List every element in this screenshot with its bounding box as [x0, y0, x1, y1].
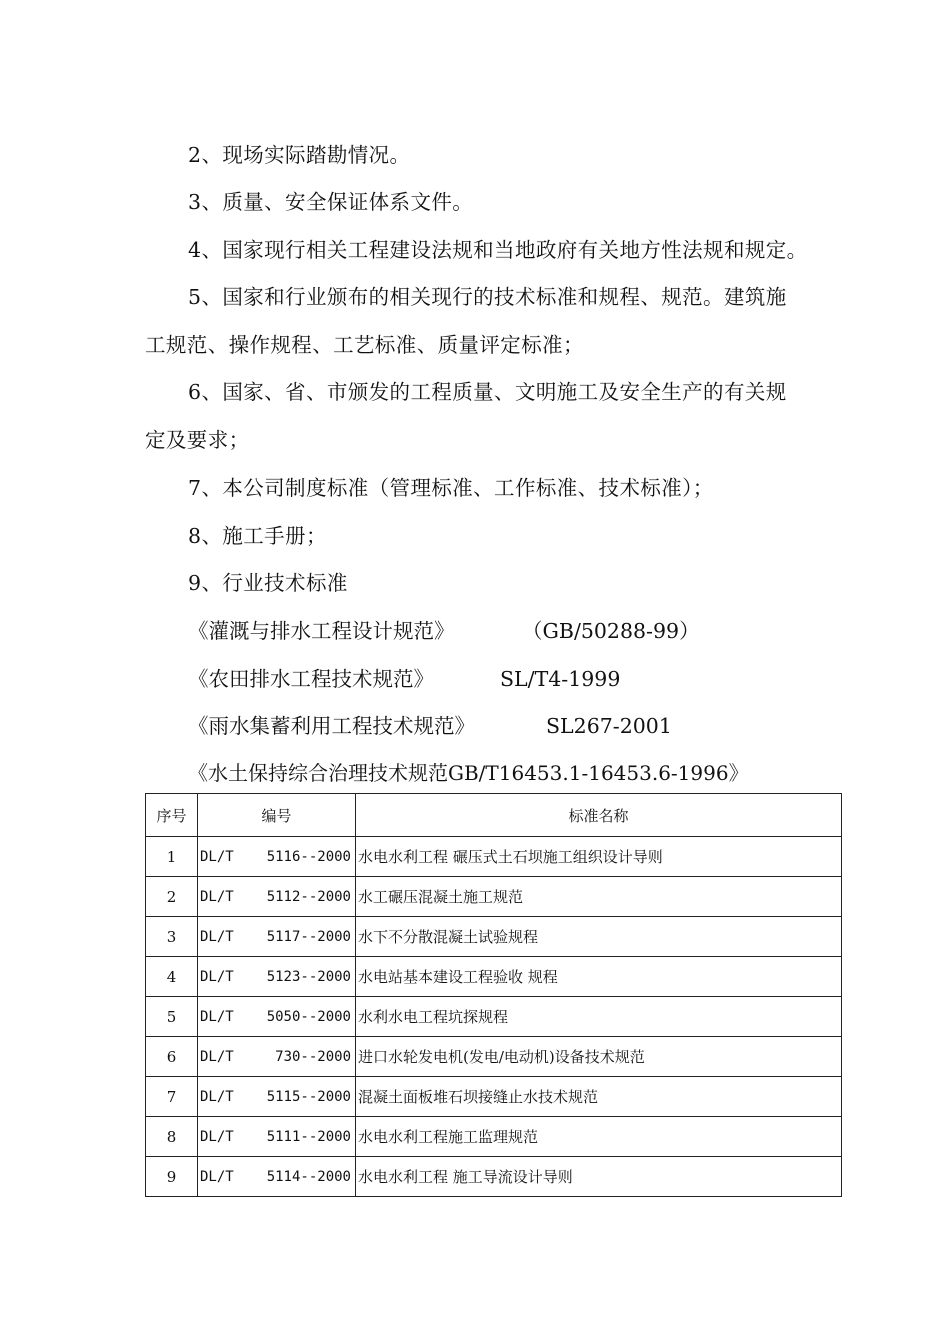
- row-code-number: 5111--2000: [266, 1128, 351, 1145]
- row-index: 2: [146, 877, 198, 917]
- table-row: [146, 1157, 842, 1197]
- row-index: 4: [146, 957, 198, 997]
- paragraph-7: 7、本公司制度标准（管理标准、工作标准、技术标准）；: [188, 476, 714, 500]
- paragraph-5-line2: 工规范、操作规程、工艺标准、质量评定标准；: [145, 333, 584, 357]
- header-code: 编号: [198, 794, 356, 837]
- row-code: [198, 1037, 356, 1077]
- row-index: 7: [146, 1077, 198, 1117]
- table-row: [146, 997, 842, 1037]
- row-code-prefix: DL/T: [200, 848, 234, 865]
- row-code-prefix: DL/T: [200, 968, 234, 985]
- table-row: [146, 957, 842, 997]
- row-index: 3: [146, 917, 198, 957]
- row-code-number: 5050--2000: [266, 1008, 351, 1025]
- row-index: 1: [146, 837, 198, 877]
- table-row: [146, 877, 842, 917]
- row-index: 9: [146, 1157, 198, 1197]
- paragraph-6-line2: 定及要求；: [145, 428, 250, 452]
- standard-code: SL267-2001: [546, 714, 672, 738]
- paragraph-4: 4、国家现行相关工程建设法规和当地政府有关地方性法规和规定。: [188, 238, 808, 262]
- row-code-number: 5115--2000: [266, 1088, 351, 1105]
- row-code: [198, 997, 356, 1037]
- row-code: [198, 837, 356, 877]
- row-code-prefix: DL/T: [200, 1048, 234, 1065]
- row-code-prefix: DL/T: [200, 1008, 234, 1025]
- table-row: [146, 1037, 842, 1077]
- row-index: 5: [146, 997, 198, 1037]
- paragraph-8: 8、施工手册；: [188, 524, 327, 548]
- row-name: 水电水利工程施工监理规范: [356, 1117, 842, 1157]
- table-row: [146, 837, 842, 877]
- row-code-number: 5116--2000: [266, 848, 351, 865]
- row-code-number: 5112--2000: [266, 888, 351, 905]
- header-name: 标准名称: [356, 794, 842, 837]
- paragraph-6-line1: 6、国家、省、市颁发的工程质量、文明施工及安全生产的有关规: [188, 380, 787, 404]
- row-code-number: 5123--2000: [266, 968, 351, 985]
- paragraph-9: 9、行业技术标准: [188, 571, 348, 595]
- row-name: 水工碾压混凝土施工规范: [356, 877, 842, 917]
- row-code-number: 730--2000: [275, 1048, 351, 1065]
- row-name: 混凝土面板堆石坝接缝止水技术规范: [356, 1077, 842, 1117]
- table-row: [146, 1117, 842, 1157]
- row-name: 进口水轮发电机(发电/电动机)设备技术规范: [356, 1037, 842, 1077]
- header-index: 序号: [146, 794, 198, 837]
- paragraph-3: 3、质量、安全保证体系文件。: [188, 190, 474, 214]
- row-name: 水电水利工程 碾压式土石坝施工组织设计导则: [356, 837, 842, 877]
- paragraph-5-line1: 5、国家和行业颁布的相关现行的技术标准和规程、规范。建筑施: [188, 285, 787, 309]
- row-code: [198, 957, 356, 997]
- row-code: [198, 917, 356, 957]
- standard-title: 《灌溉与排水工程设计规范》: [188, 619, 455, 643]
- table-row: [146, 917, 842, 957]
- row-code-number: 5117--2000: [266, 928, 351, 945]
- row-name: 水下不分散混凝土试验规程: [356, 917, 842, 957]
- standard-code: SL/T4-1999: [500, 667, 621, 691]
- row-name: 水利水电工程坑探规程: [356, 997, 842, 1037]
- row-name: 水电水利工程 施工导流设计导则: [356, 1157, 842, 1197]
- row-code: [198, 1117, 356, 1157]
- row-code-prefix: DL/T: [200, 1128, 234, 1145]
- standard-title: 《农田排水工程技术规范》: [188, 667, 434, 691]
- table-header-row: [146, 794, 842, 837]
- standard-title: 《水土保持综合治理技术规范GB/T16453.1-16453.6-1996》: [188, 761, 749, 785]
- standard-code: （GB/50288-99）: [522, 619, 700, 643]
- row-code-number: 5114--2000: [266, 1168, 351, 1185]
- row-code-prefix: DL/T: [200, 928, 234, 945]
- row-code: [198, 1157, 356, 1197]
- row-code-prefix: DL/T: [200, 1088, 234, 1105]
- row-code: [198, 1077, 356, 1117]
- row-index: 8: [146, 1117, 198, 1157]
- standard-title: 《雨水集蓄利用工程技术规范》: [188, 714, 475, 738]
- standards-table: [145, 793, 842, 1197]
- row-index: 6: [146, 1037, 198, 1077]
- row-code: [198, 877, 356, 917]
- paragraph-2: 2、现场实际踏勘情况。: [188, 143, 411, 167]
- row-name: 水电站基本建设工程验收 规程: [356, 957, 842, 997]
- row-code-prefix: DL/T: [200, 888, 234, 905]
- row-code-prefix: DL/T: [200, 1168, 234, 1185]
- table-row: [146, 1077, 842, 1117]
